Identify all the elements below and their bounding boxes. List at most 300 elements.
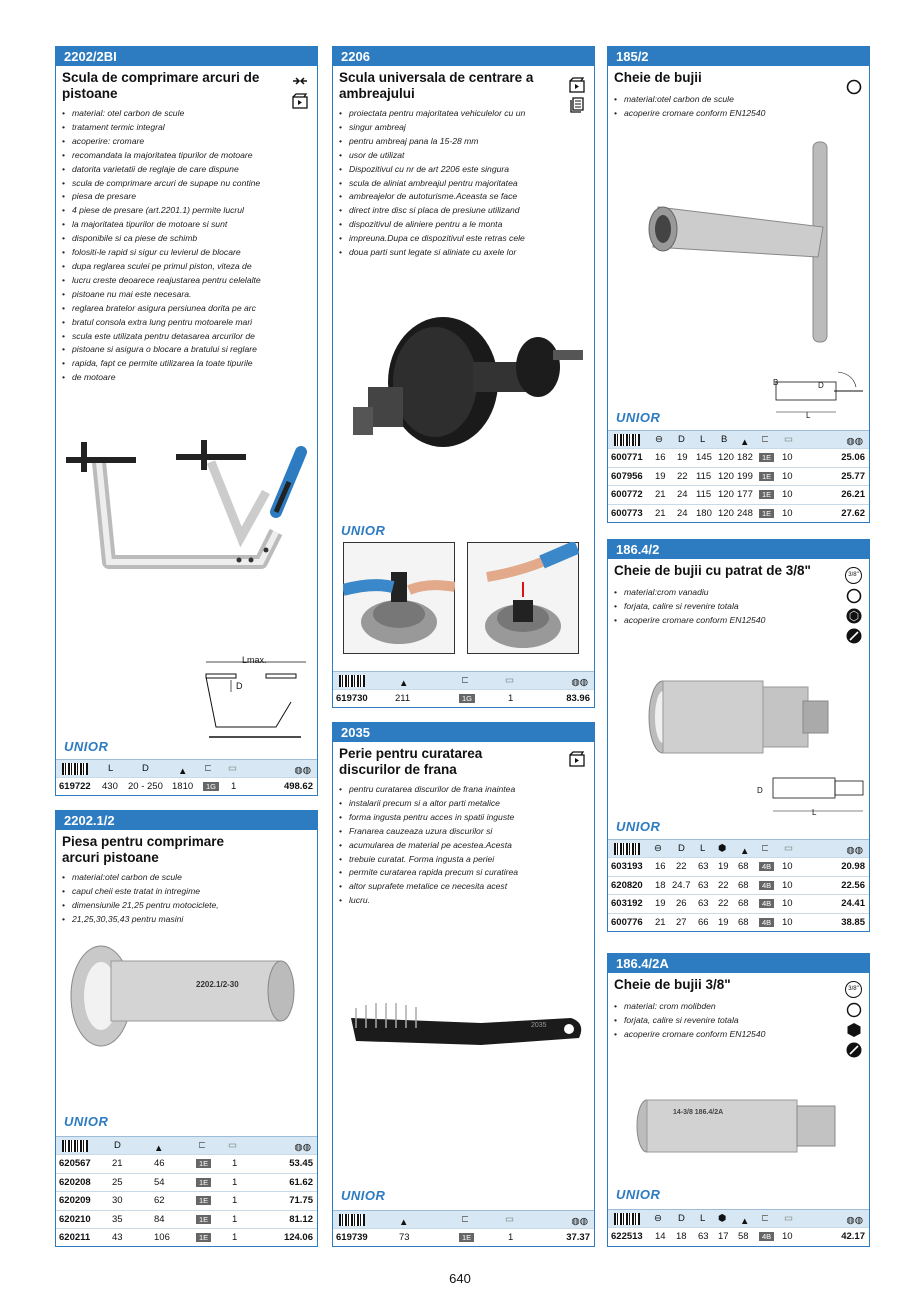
pack-tag: 1G [203, 782, 219, 791]
table-row [608, 876, 869, 895]
product-card-185-2 [607, 46, 870, 523]
table-cell: 430 [102, 781, 118, 792]
feature-item: • scula este utilizata pentru detasarea arcurilor de [62, 330, 312, 344]
table-cell: 22 [718, 898, 729, 909]
box-icon: ▭ [505, 675, 514, 686]
feature-item: • de motoare [62, 371, 312, 385]
feature-item: • Franarea cauzeaza uzura discurilor si [339, 825, 589, 839]
price-table [608, 430, 869, 522]
product-title: Cheie de bujii [614, 70, 702, 85]
dimension-label-d: D [236, 681, 243, 691]
pack-tag: 4B [759, 899, 774, 908]
price-cell: 53.45 [289, 1158, 313, 1169]
price-table [608, 839, 869, 931]
feature-item: • capul cheii este tratat in intregime [62, 885, 312, 899]
feature-item: • usor de utilizat [339, 149, 589, 163]
product-card-186-4-2a [607, 953, 870, 1247]
table-cell: 43 [112, 1232, 123, 1243]
brand-logo: UNIOR [341, 1188, 386, 1203]
feature-item: • material: crom molibden [614, 1000, 844, 1014]
product-code-cell: 600776 [611, 916, 643, 928]
product-code-cell: 600772 [611, 489, 643, 500]
table-header [333, 1210, 594, 1228]
feature-item: • altor suprafete metalice ce necesita acest [339, 880, 589, 894]
product-title: Scula de comprimare arcuri de pistoane [62, 70, 260, 101]
price-table [56, 759, 317, 796]
price-coins-icon: ◍◍ [571, 1216, 588, 1227]
table-row [608, 504, 869, 523]
weight-icon: ▲ [399, 1217, 409, 1228]
pack-tag: 4B [759, 1232, 774, 1241]
table-cell: 248 [737, 507, 753, 519]
twelve-point-icon [846, 588, 862, 604]
feature-item: • datorita varietatii de reglaje de care dispune [62, 163, 312, 177]
dimension-diagram [201, 652, 311, 742]
product-code-cell: 619739 [336, 1232, 368, 1243]
table-header [333, 671, 594, 689]
product-photo [343, 312, 588, 472]
price-cell: 37.37 [566, 1232, 590, 1243]
feature-list [614, 93, 864, 121]
pack-tag: 1E [459, 1233, 474, 1242]
square-drive-badge: 3/8" [845, 981, 862, 998]
table-cell: 180 [696, 507, 712, 519]
table-cell: 27 [676, 916, 687, 928]
price-cell: 24.41 [841, 898, 865, 909]
pack-tag: 4B [759, 862, 774, 871]
table-cell: 10 [782, 470, 793, 482]
pack-tag: 1E [196, 1233, 211, 1242]
product-photo [341, 993, 591, 1063]
table-row [608, 857, 869, 876]
size-icon: ⊖ [655, 434, 663, 445]
feature-item: • tratament termic integral [62, 121, 312, 135]
table-cell: 182 [737, 452, 753, 463]
feature-item: • recomandata la majoritatea tipurilor de motoare [62, 149, 312, 163]
product-card-2202-2bi [55, 46, 318, 796]
product-code-cell: 620211 [59, 1232, 91, 1243]
product-code-cell: 619730 [336, 693, 368, 704]
table-cell: 63 [698, 898, 709, 909]
price-cell: 26.21 [841, 489, 865, 500]
table-row [56, 1191, 317, 1210]
feature-item: • forma ingusta pentru acces in spatii inguste [339, 811, 589, 825]
brand-logo: UNIOR [64, 1114, 109, 1129]
price-coins-icon: ◍◍ [294, 765, 311, 776]
product-title: Perie pentru curatarea discurilor de frana [339, 746, 483, 777]
table-cell: 66 [698, 916, 709, 928]
barcode-icon [62, 763, 88, 775]
table-cell: 120 [718, 470, 734, 482]
product-code-cell: 620567 [59, 1158, 91, 1169]
table-cell: 58 [738, 1231, 749, 1242]
table-cell: 120 [718, 507, 734, 519]
table-cell: 20 - 250 [128, 781, 163, 792]
feature-item: • trebuie curatat. Forma ingusta a periei [339, 853, 589, 867]
feature-item: • acoperire: cromare [62, 135, 312, 149]
table-cell: 68 [738, 898, 749, 909]
product-card-186-4-2 [607, 539, 870, 932]
table-row [56, 1173, 317, 1192]
feature-item: • disponibile si ca piese de schimb [62, 232, 312, 246]
table-cell: 19 [718, 861, 729, 872]
table-cell: 177 [737, 489, 753, 500]
table-row [608, 1227, 869, 1246]
product-code-cell: 603193 [611, 861, 643, 872]
usage-photo-1 [343, 542, 455, 654]
feature-item: • acoperire cromare conform EN12540 [614, 614, 844, 628]
table-cell: 1 [508, 693, 514, 704]
feature-item: • scula de aliniat ambreajul pentru majoritatea [339, 177, 589, 191]
pack-tag: 1E [196, 1178, 211, 1187]
feature-item: • lucru. [339, 894, 589, 908]
feature-item: • 21,25,30,35,43 pentru masini [62, 913, 312, 927]
price-coins-icon: ◍◍ [846, 436, 863, 447]
product-code-cell: 622513 [611, 1231, 643, 1242]
feature-item: • direct intre disc si placa de presiune utilizand [339, 204, 589, 218]
table-row [608, 448, 869, 467]
feature-item: • la majoritatea tipurilor de motoare si sunt [62, 218, 312, 232]
feature-item: • permite curatarea rapida precum si curatirea [339, 866, 589, 880]
table-cell: 16 [655, 861, 666, 872]
weight-icon: ▲ [740, 1216, 750, 1227]
packaging-icon: ⊏ [761, 1213, 769, 1224]
box-icon: ▭ [784, 1213, 793, 1224]
price-cell: 83.96 [566, 693, 590, 704]
pack-tag: 1E [196, 1215, 211, 1224]
pack-tag: 1E [759, 453, 774, 462]
price-cell: 71.75 [289, 1195, 313, 1206]
hex-size-icon: ⬢ [718, 1213, 727, 1224]
table-cell: 120 [718, 452, 734, 463]
table-cell: 24 [677, 507, 688, 519]
barcode-icon [614, 1213, 640, 1225]
table-cell: 21 [112, 1158, 123, 1169]
pack-tag: 1E [196, 1196, 211, 1205]
product-photo [61, 432, 311, 582]
feature-item: • material:otel carbon de scule [62, 871, 312, 885]
price-table [56, 1136, 317, 1247]
product-marking: 14-3/8 186.4/2A [673, 1109, 724, 1116]
table-cell: 19 [655, 470, 666, 482]
table-cell: 84 [154, 1213, 165, 1225]
price-coins-icon: ◍◍ [294, 1142, 311, 1153]
hex-icon [846, 608, 862, 624]
price-coins-icon: ◍◍ [846, 845, 863, 856]
product-card-2206 [332, 46, 595, 708]
price-table [608, 1209, 869, 1246]
table-cell: 21 [655, 916, 666, 928]
feature-item: • piesa de presare [62, 190, 312, 204]
table-cell: 22 [677, 470, 688, 482]
price-cell: 42.17 [841, 1231, 865, 1242]
table-cell: 68 [738, 861, 749, 872]
table-cell: 14 [655, 1231, 666, 1242]
table-cell: 63 [698, 1231, 709, 1242]
product-marking: 2202.1/2-30 [196, 980, 239, 989]
compress-arrows-icon [292, 73, 308, 89]
table-cell: 35 [112, 1213, 123, 1225]
feature-item: • Dispozitivul cu nr de art 2206 este singura [339, 163, 589, 177]
table-cell: 68 [738, 879, 749, 891]
brand-logo: UNIOR [616, 1187, 661, 1202]
hex-size-icon: ⬢ [718, 843, 727, 854]
table-cell: 73 [399, 1232, 410, 1243]
dimension-label: D [757, 786, 763, 795]
packaging-icon: ⊏ [761, 434, 769, 445]
feature-list [62, 871, 312, 927]
table-cell: 18 [655, 879, 666, 891]
feature-item: • material:otel carbon de scule [614, 93, 864, 107]
barcode-icon [614, 434, 640, 446]
column-header: D [114, 1140, 121, 1151]
price-cell: 22.56 [841, 879, 865, 891]
product-code: 185/2 [608, 47, 869, 66]
table-cell: 145 [696, 452, 712, 463]
box-icon: ▭ [784, 434, 793, 445]
dimension-label: D [818, 381, 824, 390]
brand-logo: UNIOR [64, 739, 109, 754]
pack-tag: 1E [196, 1159, 211, 1168]
packaging-icon: ⊏ [461, 675, 469, 686]
column-header: L [700, 843, 706, 854]
column-header: D [678, 434, 685, 445]
table-cell: 10 [782, 507, 793, 519]
weight-icon: ▲ [399, 678, 409, 689]
table-cell: 21 [655, 489, 666, 500]
box-icon: ▭ [228, 763, 237, 774]
table-cell: 120 [718, 489, 734, 500]
packaging-icon: ⊏ [204, 763, 212, 774]
dimension-label: B [773, 378, 779, 387]
product-title: Piesa pentru comprimare arcuri pistoane [62, 834, 225, 865]
feature-item: • singur ambreaj [339, 121, 589, 135]
weight-icon: ▲ [154, 1143, 164, 1154]
feature-item: • material:crom vanadiu [614, 586, 844, 600]
pack-tag: 1G [459, 694, 475, 703]
product-photo [66, 941, 306, 1051]
table-cell: 211 [395, 693, 411, 704]
table-row [56, 1154, 317, 1173]
table-row [608, 894, 869, 913]
table-cell: 25 [112, 1176, 123, 1188]
feature-item: • impreuna.Dupa ce dispozitivul este retras cele [339, 232, 589, 246]
weight-icon: ▲ [740, 437, 750, 448]
pack-tag: 4B [759, 881, 774, 890]
round-profile-icon [846, 1002, 862, 1018]
product-code: 2202.1/2 [56, 811, 317, 830]
table-cell: 106 [154, 1232, 170, 1243]
feature-item: • dispozitivul de aliniere pentru a le monta [339, 218, 589, 232]
video-icon[interactable] [569, 77, 585, 93]
packaging-icon: ⊏ [761, 843, 769, 854]
table-header [608, 1209, 869, 1227]
table-header [608, 839, 869, 857]
size-icon: ⊖ [654, 1213, 662, 1224]
table-cell: 10 [782, 1231, 793, 1242]
video-icon[interactable] [569, 751, 585, 767]
feature-item: • folositi-le rapid si sigur cu levierul de blocare [62, 246, 312, 260]
price-cell: 25.06 [841, 452, 865, 463]
column-header: D [678, 843, 685, 854]
product-code: 186.4/2 [608, 540, 869, 559]
table-cell: 18 [676, 1231, 687, 1242]
table-cell: 10 [782, 916, 793, 928]
product-code: 2206 [333, 47, 594, 66]
table-row [608, 913, 869, 932]
table-cell: 10 [782, 879, 793, 891]
table-cell: 1 [232, 1232, 238, 1243]
price-cell: 38.85 [841, 916, 865, 928]
pack-tag: 1E [759, 472, 774, 481]
product-title: Scula universala de centrare a ambreajului [339, 70, 534, 101]
feature-item: • instalarii precum si a altor parti metalice [339, 797, 589, 811]
table-cell: 19 [655, 898, 666, 909]
product-code: 2035 [333, 723, 594, 742]
table-cell: 22 [676, 861, 687, 872]
table-cell: 10 [782, 489, 793, 500]
table-cell: 10 [782, 452, 793, 463]
feature-item: • proiectata pentru majoritatea vehiculelor cu un [339, 107, 589, 121]
brand-logo: UNIOR [341, 523, 386, 538]
table-cell: 10 [782, 861, 793, 872]
feature-item: • bratul consola extra lung pentru motoarele mari [62, 316, 312, 330]
price-table [333, 671, 594, 708]
pack-tag: 1E [759, 509, 774, 518]
dimension-label: L [806, 411, 811, 420]
table-cell: 24.7 [672, 879, 691, 891]
price-cell: 124.06 [283, 1232, 313, 1243]
product-code-cell: 620210 [59, 1213, 91, 1225]
table-row [56, 1228, 317, 1247]
product-photo [643, 675, 833, 760]
feature-list [62, 107, 312, 385]
feature-item: • 4 piese de presare (art.2201.1) permite lucrul [62, 204, 312, 218]
dimension-diagram [768, 362, 868, 422]
table-row [333, 1228, 594, 1247]
feature-item: • lucru creste deoarece reajustarea pentru celelalte [62, 274, 312, 288]
table-row [56, 777, 317, 796]
square-drive-badge: 3/8" [845, 567, 862, 584]
price-cell: 61.62 [289, 1176, 313, 1188]
table-cell: 1 [232, 1158, 238, 1169]
price-table [333, 1210, 594, 1247]
pack-tag: 4B [759, 918, 774, 927]
feature-item: • scula de comprimare arcuri de supape nu contine [62, 177, 312, 191]
pack-tag: 1E [759, 490, 774, 499]
product-title: Cheie de bujii 3/8" [614, 977, 731, 992]
feature-item: • acumularea de material pe acestea.Acesta [339, 839, 589, 853]
feature-item: • dimensiunile 21,25 pentru motociclete, [62, 899, 312, 913]
product-code: 186.4/2A [608, 954, 869, 973]
table-cell: 17 [718, 1231, 729, 1242]
price-cell: 20.98 [841, 861, 865, 872]
table-header [56, 759, 317, 777]
price-cell: 498.62 [283, 781, 313, 792]
dimension-label-l: Lmax. [242, 655, 267, 665]
table-row [608, 467, 869, 486]
price-coins-icon: ◍◍ [846, 1215, 863, 1226]
packaging-icon: ⊏ [198, 1140, 206, 1151]
no-magnet-icon [846, 628, 862, 644]
hex-icon [846, 1022, 862, 1038]
table-cell: 19 [677, 452, 688, 463]
feature-item: • ambreajelor de autoturisme.Aceasta se face [339, 190, 589, 204]
table-cell: 1 [232, 1195, 238, 1206]
feature-item: • pistoane nu mai este necesara. [62, 288, 312, 302]
table-cell: 26 [676, 898, 687, 909]
product-title: Cheie de bujii cu patrat de 3/8" [614, 563, 811, 578]
table-cell: 199 [737, 470, 753, 482]
price-cell: 81.12 [289, 1213, 313, 1225]
table-cell: 46 [154, 1158, 165, 1169]
column-header: B [721, 434, 728, 445]
brand-logo: UNIOR [616, 410, 661, 425]
page-number: 640 [449, 1271, 471, 1286]
box-icon: ▭ [784, 843, 793, 854]
table-cell: 21 [655, 507, 666, 519]
table-cell: 54 [154, 1176, 165, 1188]
no-magnet-icon [846, 1042, 862, 1058]
weight-icon: ▲ [740, 846, 750, 857]
feature-item: • doua parti sunt legate si aliniate cu axele lor [339, 246, 589, 260]
product-code-cell: 620209 [59, 1195, 91, 1206]
column-header: D [678, 1213, 685, 1224]
price-coins-icon: ◍◍ [571, 677, 588, 688]
box-icon: ▭ [505, 1214, 514, 1225]
table-cell: 1 [231, 781, 237, 792]
column-header: L [700, 434, 706, 445]
usage-photo-2 [467, 542, 579, 654]
table-cell: 1 [232, 1213, 238, 1225]
table-cell: 1810 [172, 781, 194, 792]
table-cell: 68 [738, 916, 749, 928]
table-row [56, 1210, 317, 1229]
feature-item: • pentru curatarea discurilor de frana inaintea [339, 783, 589, 797]
barcode-icon [339, 675, 365, 687]
table-cell: 22 [718, 879, 729, 891]
dimension-label: L [812, 808, 817, 817]
product-photo [633, 1094, 843, 1159]
table-cell: 24 [677, 489, 688, 500]
feature-item: • rapida, fapt ce permite utilizarea la toate tipurile [62, 357, 312, 371]
feature-item: • reglarea bratelor asigura persiunea dorita pe arc [62, 302, 312, 316]
column-header: L [700, 1213, 706, 1224]
column-header: D [142, 763, 149, 774]
column-header: L [108, 763, 114, 774]
product-code-cell: 619722 [59, 781, 91, 792]
size-icon: ⊖ [654, 843, 662, 854]
table-cell: 115 [696, 470, 712, 482]
product-code-cell: 607956 [611, 470, 643, 482]
weight-icon: ▲ [178, 766, 188, 777]
product-marking: 2035 [531, 1022, 547, 1029]
box-icon: ▭ [228, 1140, 237, 1151]
feature-list [614, 586, 844, 628]
table-cell: 62 [154, 1195, 165, 1206]
table-cell: 10 [782, 898, 793, 909]
barcode-icon [614, 843, 640, 855]
feature-list [614, 1000, 844, 1042]
feature-item: • material: otel carbon de scule [62, 107, 312, 121]
product-code-cell: 620820 [611, 879, 643, 891]
table-cell: 1 [232, 1176, 238, 1188]
feature-item: • forjata, calire si revenire totala [614, 600, 844, 614]
feature-item: • pistoane si asigura o blocare a bratului si reglare [62, 343, 312, 357]
table-header [608, 430, 869, 448]
feature-list [339, 783, 589, 908]
table-cell: 30 [112, 1195, 123, 1206]
